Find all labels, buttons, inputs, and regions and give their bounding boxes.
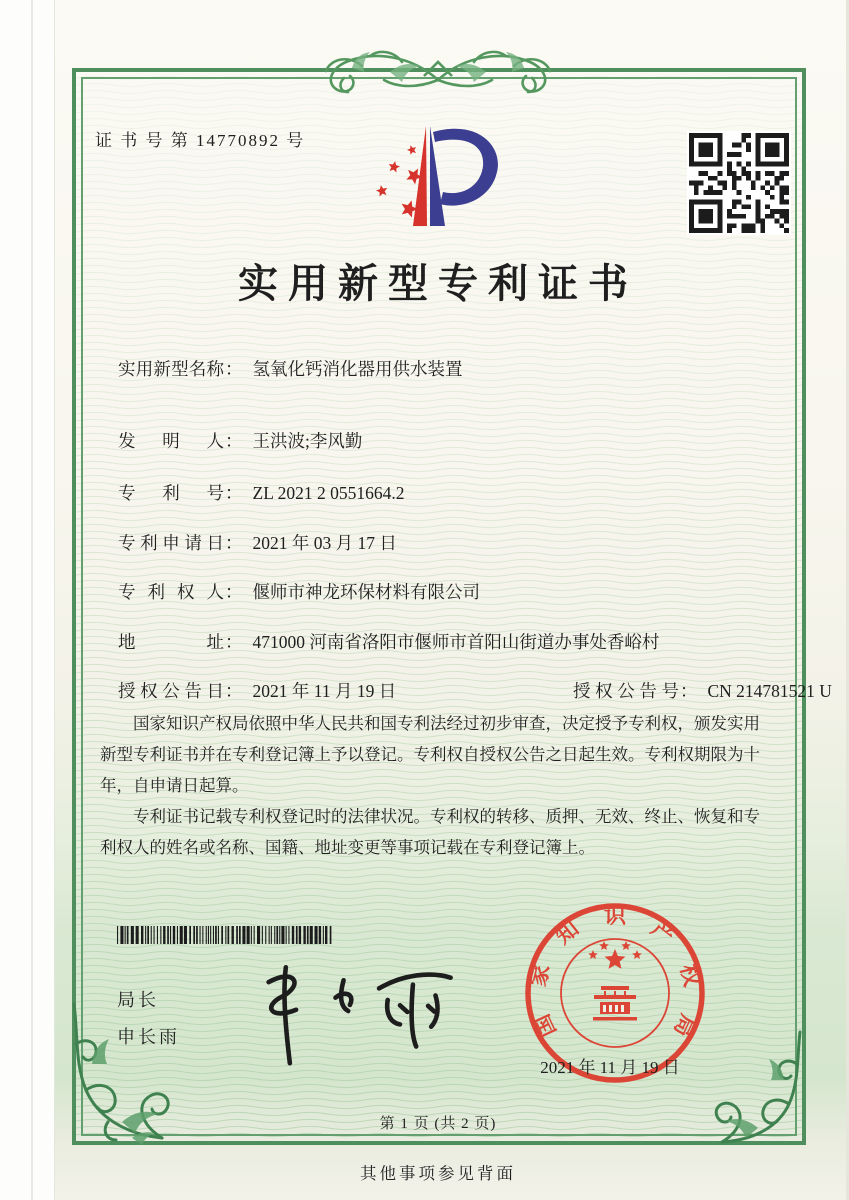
field-value: 2021 年 11 月 19 日 xyxy=(252,681,397,701)
field-row-patent-number xyxy=(118,480,404,505)
seal-date: 2021 年 11 月 19 日 xyxy=(540,1058,680,1077)
certificate-number: 证 书 号 第 14770892 号 xyxy=(95,131,306,150)
border-ornament-top-center xyxy=(300,38,576,102)
svg-text:知: 知 xyxy=(550,915,584,949)
legal-paragraph-1: 国家知识产权局依照中华人民共和国专利法经过初步审查，决定授予专利权，颁发实用新型专利证书并在专利登记簿上予以登记。专利权自授权公告之日起生效。专利权期限为十年，自申请日起算。 xyxy=(100,714,760,795)
signer-title: 局长 xyxy=(117,990,159,1010)
logo-p-bowl xyxy=(433,129,498,206)
cnipa-logo-icon xyxy=(352,114,507,238)
field-label: 地址 xyxy=(118,632,224,652)
field-row-grant-number xyxy=(573,678,832,703)
colon: ： xyxy=(225,431,243,451)
field-label: 专利权人 xyxy=(118,582,224,602)
field-value: 2021 年 03 月 17 日 xyxy=(252,533,397,553)
field-label: 授权公告号 xyxy=(573,681,679,701)
field-value: 氢氧化钙消化器用供水装置 xyxy=(252,359,463,379)
field-label: 授权公告日 xyxy=(118,681,224,701)
field-row-patentee xyxy=(118,579,480,604)
field-value: 王洪波;李风勤 xyxy=(252,431,363,451)
svg-text:局: 局 xyxy=(669,1010,702,1042)
signer-name: 申长雨 xyxy=(117,1027,180,1047)
page-number: 第 1 页 (共 2 页) xyxy=(379,1116,497,1132)
svg-text:国: 国 xyxy=(528,1010,561,1042)
certificate-title: 实用新型专利证书 xyxy=(238,261,638,306)
barcode xyxy=(117,926,335,944)
back-side-note: 其他事项参见背面 xyxy=(360,1164,516,1183)
field-label: 发明人 xyxy=(118,431,224,451)
field-row-inventor xyxy=(118,428,362,453)
colon: ： xyxy=(225,681,243,701)
svg-text:家: 家 xyxy=(524,961,555,989)
legal-text-block xyxy=(100,708,760,863)
field-label: 专利号 xyxy=(118,483,224,503)
svg-text:产: 产 xyxy=(646,915,680,949)
field-value: CN 214781521 U xyxy=(707,681,832,701)
seal-national-emblem xyxy=(588,941,642,1021)
scan-edge-line xyxy=(31,0,33,1200)
field-row-grant-date xyxy=(118,678,832,703)
logo-stars xyxy=(376,145,422,217)
legal-paragraph-2: 专利证书记载专利权登记时的法律状况。专利权的转移、质押、无效、终止、恢复和专利权人的姓名或名称、国籍、地址变更等事项记载在专利登记簿上。 xyxy=(100,807,760,857)
colon: ： xyxy=(225,533,243,553)
field-label: 专利申请日 xyxy=(118,533,224,553)
colon: ： xyxy=(680,681,698,701)
field-row-address xyxy=(118,629,659,654)
director-signature-icon xyxy=(232,948,467,1066)
svg-text:识: 识 xyxy=(603,903,627,928)
field-row-filing-date xyxy=(118,530,397,555)
colon: ： xyxy=(225,582,243,602)
colon: ： xyxy=(225,359,243,379)
scan-left-margin xyxy=(0,0,55,1200)
qr-code xyxy=(687,131,791,235)
field-value: 偃师市神龙环保材料有限公司 xyxy=(252,582,480,602)
field-row-invention-name xyxy=(118,356,463,381)
field-value: 471000 河南省洛阳市偃师市首阳山街道办事处香峪村 xyxy=(252,632,660,652)
field-label: 实用新型名称 xyxy=(118,359,224,379)
field-value: ZL 2021 2 0551664.2 xyxy=(252,483,405,503)
colon: ： xyxy=(225,632,243,652)
svg-text:权: 权 xyxy=(675,961,706,989)
colon: ： xyxy=(225,483,243,503)
